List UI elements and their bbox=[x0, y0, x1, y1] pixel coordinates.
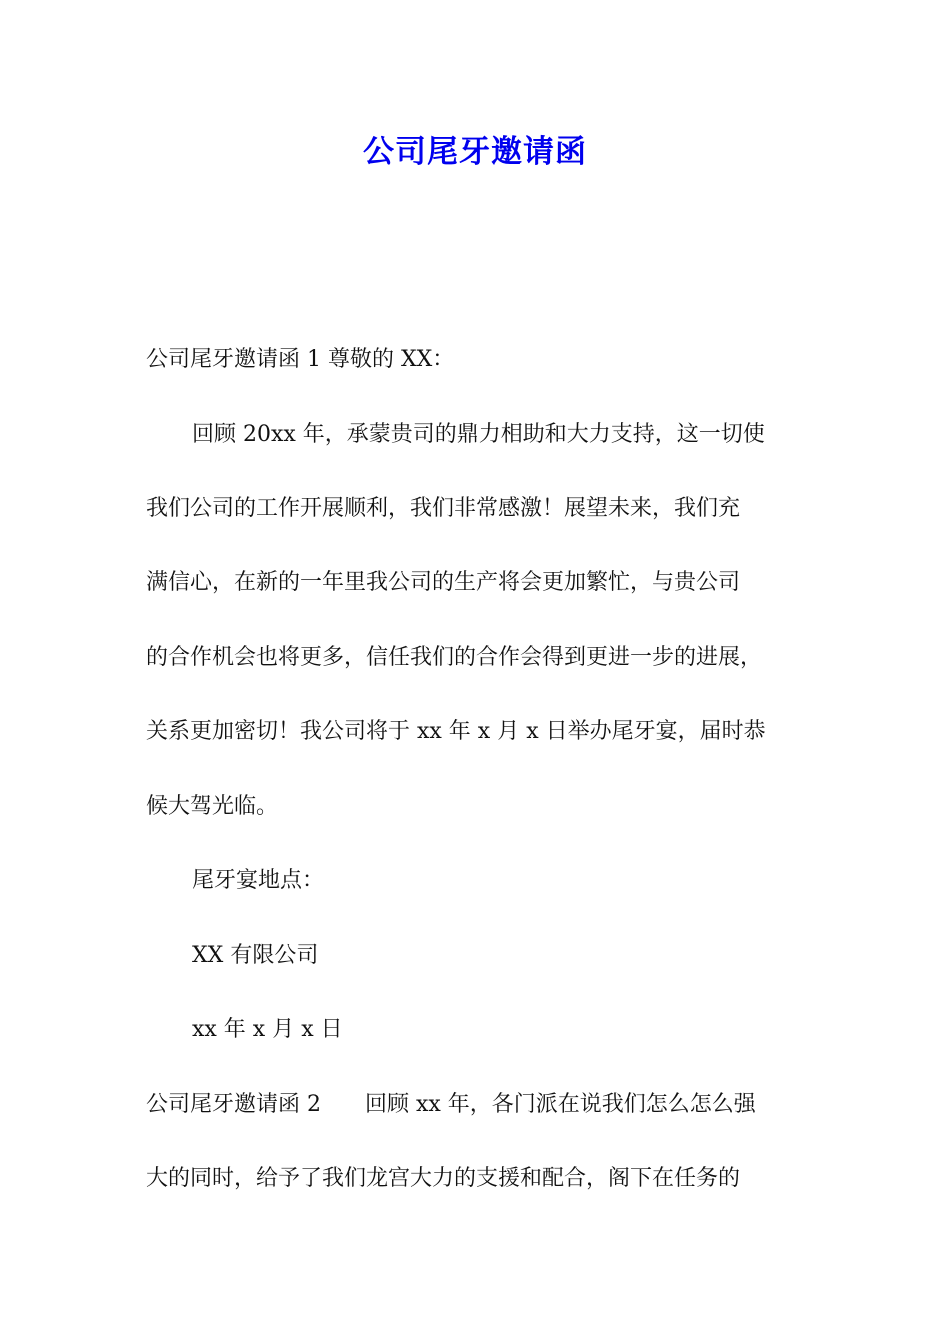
body-line: 公司尾牙邀请函 2 回顾 xx 年，各门派在说我们怎么怎么强 bbox=[146, 1092, 756, 1117]
body-line: 我们公司的工作开展顺利，我们非常感激！展望未来，我们充 bbox=[146, 496, 741, 521]
body-line: 大的同时，给予了我们龙宫大力的支援和配合，阁下在任务的 bbox=[146, 1166, 741, 1191]
body-line: 关系更加密切！我公司将于 xx 年 x 月 x 日举办尾牙宴，届时恭 bbox=[146, 719, 766, 744]
body-line: 候大驾光临。 bbox=[146, 794, 279, 819]
body-line: 的合作机会也将更多，信任我们的合作会得到更进一步的进展， bbox=[146, 645, 763, 670]
location-value: XX 有限公司 bbox=[192, 943, 319, 968]
body-line: 公司尾牙邀请函 1 尊敬的 XX： bbox=[146, 347, 455, 372]
document-title: 公司尾牙邀请函 bbox=[363, 134, 587, 170]
date-value: xx 年 x 月 x 日 bbox=[192, 1017, 343, 1042]
body-line: 回顾 20xx 年，承蒙贵司的鼎力相助和大力支持，这一切使 bbox=[192, 422, 765, 447]
body-line: 满信心，在新的一年里我公司的生产将会更加繁忙，与贵公司 bbox=[146, 570, 741, 595]
location-label: 尾牙宴地点： bbox=[192, 868, 325, 893]
